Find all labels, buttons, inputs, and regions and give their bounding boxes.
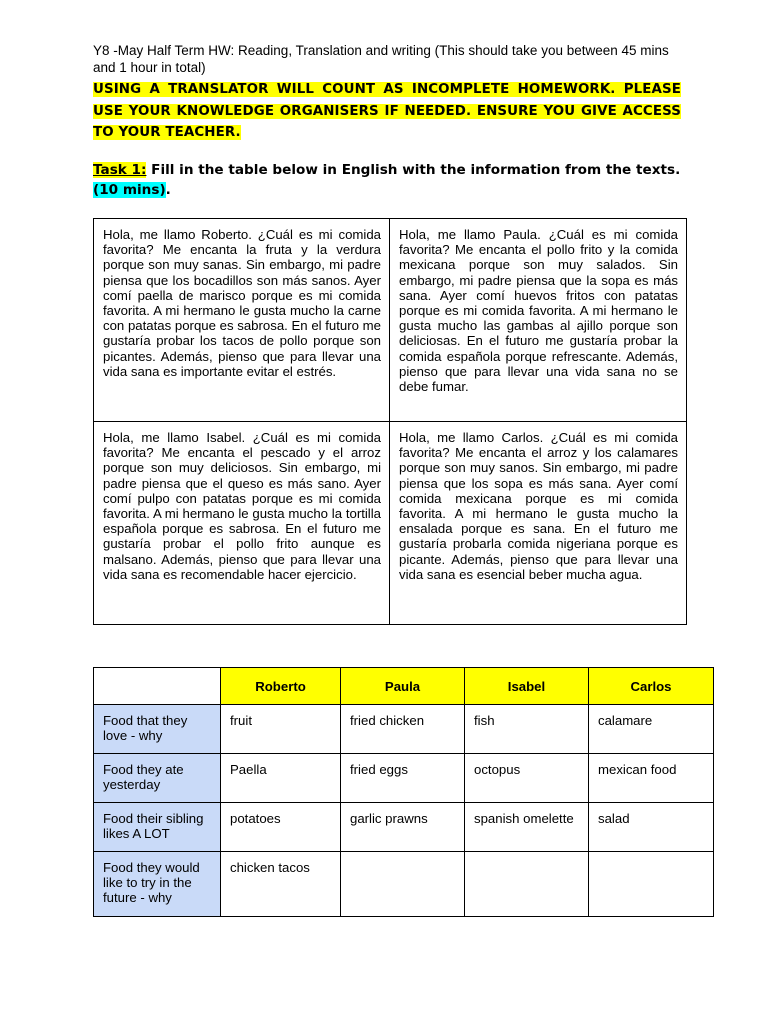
header-carlos: Carlos [589,668,714,705]
text-isabel: Hola, me llamo Isabel. ¿Cuál es mi comida favorita? Me encanta el pescado y el arroz porque son muy deliciosos. Sin embargo, mi padre piensa que el queso es más sano. Ayer comí pulpo con patatas porque es mi comida favorita. A mi hermano le gusta mucho la tortilla española porque es sabrosa. En el futuro me gustaría probar el pollo frito aunque es malsano. Además, pienso que para llevar una vida sana es recomendable hacer ejercicio. [94,422,390,625]
answer-cell[interactable]: spanish omelette [465,803,589,852]
table-row [94,705,714,754]
answer-cell[interactable]: fruit [221,705,341,754]
row-label-sibling: Food their sibling likes A LOT [94,803,221,852]
task-1-instruction [93,160,683,200]
answer-cell[interactable]: chicken tacos [221,852,341,917]
task-duration: (10 mins) [93,182,166,198]
answer-cell[interactable]: calamare [589,705,714,754]
row-label-future: Food they would like to try in the future - why [94,852,221,917]
corner-cell [94,668,221,705]
task-instruction-text: Fill in the table below in English with the information from the texts. [146,162,681,178]
header-roberto: Roberto [221,668,341,705]
text-roberto: Hola, me llamo Roberto. ¿Cuál es mi comida favorita? Me encanta la fruta y la verdura porque son muy sanas. Sin embargo, mi padre piensa que los bocadillos son más sanos. Ayer comí paella de marisco porque es mi comida favorita. A mi hermano le gusta mucho la carne con patatas porque es sabrosa. En el futuro me gustaría probar los tacos de pollo porque son picantes. Además, pienso que para llevar una vida sana es importante evitar el estrés. [94,219,390,422]
translator-warning [93,79,681,144]
header-isabel: Isabel [465,668,589,705]
header-paula: Paula [341,668,465,705]
answer-cell[interactable]: salad [589,803,714,852]
answer-cell[interactable]: octopus [465,754,589,803]
homework-intro: Y8 -May Half Term HW: Reading, Translation and writing (This should take you between 45 mins and 1 hour in total) [93,43,669,75]
answer-cell[interactable]: mexican food [589,754,714,803]
answer-cell[interactable]: garlic prawns [341,803,465,852]
task-label: Task 1: [93,162,147,178]
answer-cell[interactable]: potatoes [221,803,341,852]
table-row [94,852,714,917]
row-label-yesterday: Food they ate yesterday [94,754,221,803]
row-label-love: Food that they love - why [94,705,221,754]
table-row [94,803,714,852]
text-paula: Hola, me llamo Paula. ¿Cuál es mi comida favorita? Me encanta el pollo frito y la comida mexicana porque son muy salados. Sin embargo, mi padre piensa que la sopa es más sana. Ayer comí huevos fritos con patatas porque es mi comida favorita. A mi hermano le gusta mucho las gambas al ajillo porque son deliciosas. En el futuro me gustaría probar la comida española porque refrescante. Además, pienso que para llevar una vida sana no se debe fumar. [390,219,687,422]
answer-table [93,667,714,917]
answer-cell[interactable]: Paella [221,754,341,803]
answer-cell[interactable]: fried chicken [341,705,465,754]
text-carlos: Hola, me llamo Carlos. ¿Cuál es mi comida favorita? Me encanta el arroz y los calamares porque son muy sanos. Sin embargo, mi padre piensa que los sopa es más sana. Ayer comí comida mexicana porque es mi comida favorita. A mi hermano le gusta mucho la ensalada porque es sana. En el futuro me gustaría probarla comida nigeriana porque es picante. Además, pienso que para llevar una vida sana es esencial beber mucha agua. [390,422,687,625]
warning-text: USING A TRANSLATOR WILL COUNT AS INCOMPLETE HOMEWORK. PLEASE USE YOUR KNOWLEDGE ORGANISERS IF NEEDED. ENSURE YOU GIVE ACCESS TO YOUR TEACHER. [93,82,681,140]
reading-texts-table [93,218,687,625]
answer-cell[interactable] [465,852,589,917]
table-row [94,754,714,803]
answer-cell[interactable]: fish [465,705,589,754]
answer-cell[interactable]: fried eggs [341,754,465,803]
task-end-punctuation: . [165,182,171,198]
answer-cell[interactable] [589,852,714,917]
answer-cell[interactable] [341,852,465,917]
